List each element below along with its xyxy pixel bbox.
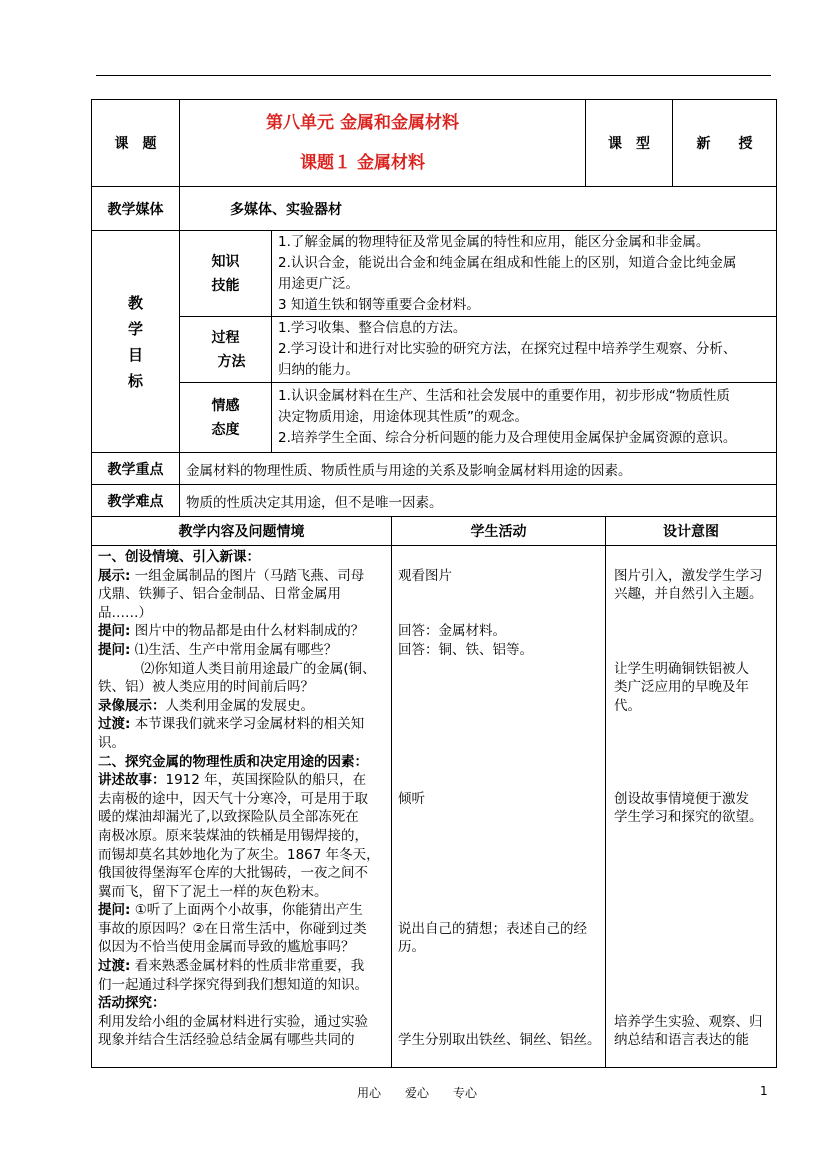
activity-cell [392,546,606,1068]
intent-line: 纳总结和语言表达的能 [614,1032,749,1049]
content-line: 展示: 一组金属制品的图片（马踏飞燕、司母 [98,567,365,584]
content-line: 事故的原因吗？②在日常生活中，你碰到过类 [98,920,367,937]
content-line: 过渡: 看来熟悉金属材料的性质非常重要，我 [98,958,365,975]
content-line: 利用发给小组的金属材料进行实验，通过实验 [98,1013,368,1030]
objective-label-knowledge: 知识 技能 [180,231,272,317]
content-line: 暖的煤油却漏光了,以致探险队员全部冻死在 [98,809,359,826]
intent-lines [614,548,776,1050]
column-header-intent: 设计意图 [606,517,777,546]
objectives-label: 教 学 目 标 [92,231,180,453]
content-lines [98,548,391,1050]
objective-text-attitude: 1.认识金属材料在生产、生活和社会发展中的重要作用，初步形成“物质性质 决定物质用途，用途体现其性质”的观念。 2.培养学生全面、综合分析问题的能力及合理使用金属保护金属资源的意识。 [272,383,777,453]
intent-line: 让学生明确铜铁铝被人 [614,660,749,677]
content-line: 现象并结合生活经验总结金属有哪些共同的 [98,1032,355,1049]
content-line: 一、创设情境、引入新课： [98,549,260,565]
intent-line: 创设故事情境便于激发 [614,790,749,807]
content-line: 品……） [98,604,152,621]
content-line: 录像展示：人类利用金属的发展史。 [98,697,314,714]
difficulty-label: 教学难点 [92,485,180,517]
content-cell [92,546,392,1068]
intent-line: 培养学生实验、观察、归 [614,1013,763,1030]
activity-line: 回答：金属材料。 [398,623,506,640]
course-label: 课 题 [92,100,180,187]
activity-line: 说出自己的猜想；表述自己的经 [398,920,587,937]
activity-line: 观看图片 [398,567,452,584]
content-line: 戊鼎、铁狮子、铝合金制品、日常金属用 [98,586,341,603]
content-line: 似因为不恰当使用金属而导致的尴尬事吗？ [98,939,355,956]
lesson-table [91,99,777,231]
content-line: 提问: 图片中的物品都是由什么材料制成的？ [98,623,365,640]
content-line: 去南极的途中，因天气十分寒冷，可是用于取 [98,790,368,807]
content-line: ⑵你知道人类目前用途最广的金属(铜、 [98,660,376,677]
activity-line: 学生分别取出铁丝、铜丝、铝丝。 [398,1032,601,1049]
content-line: 南极冰原。原来装煤油的铁桶是用锡焊接的， [98,827,368,844]
activity-lines [398,548,605,1050]
objectives-table [91,230,777,453]
content-line: 二、探究金属的物理性质和决定用途的因素： [98,753,368,770]
page-number: 1 [760,1084,768,1098]
course-title-cell [180,100,586,187]
type-value: 新 授 [673,100,777,187]
intent-line: 类广泛应用的早晚及年 [614,679,749,696]
intent-line: 代。 [614,697,641,714]
content-line: 铁、铝）被人类应用的时间前后吗？ [98,679,314,696]
difficulty-value: 物质的性质决定其用途，但不是唯一因素。 [180,485,777,517]
activity-line: 历。 [398,939,425,956]
content-line: 活动探究： [98,995,166,1012]
objective-label-attitude: 情感 态度 [180,383,272,453]
header-rule [96,75,771,76]
column-header-content: 教学内容及问题情境 [92,517,392,546]
intent-line: 学生学习和探究的欲望。 [614,809,763,826]
process-table [91,516,777,1068]
content-line: 提问: ⑴生活、生产中常用金属有哪些？ [98,641,338,658]
unit-title: 第八单元 金属和金属材料 [266,113,459,133]
content-line: 而锡却莫名其妙地化为了灰尘。1867 年冬天， [98,846,380,863]
content-line: 提问: ①听了上面两个小故事，你能猜出产生 [98,902,363,919]
content-line: 过渡: 本节课我们就来学习金属材料的相关知 [98,716,365,733]
column-header-activity: 学生活动 [392,517,606,546]
media-value: 多媒体、实验器材 [180,187,777,231]
content-line: 识。 [98,734,125,751]
intent-line: 兴趣，并自然引入主题。 [614,586,763,603]
key-point-value: 金属材料的物理性质、物质性质与用途的关系及影响金属材料用途的因素。 [180,453,777,485]
media-label: 教学媒体 [92,187,180,231]
footer-motto: 用心 爱心 专心 [357,1086,478,1100]
key-table [91,452,777,517]
content-line: 讲述故事：1912 年，英国探险队的船只，在 [98,772,367,789]
intent-line: 图片引入，激发学生学习 [614,567,763,584]
intent-cell [606,546,777,1068]
activity-line: 倾听 [398,790,425,807]
lesson-title: 课题１ 金属材料 [300,153,425,173]
objective-label-process: 过程 方法 [180,317,272,383]
activity-line: 回答：铜、铁、铝等。 [398,641,533,658]
content-line: 们一起通过科学探究得到我们想知道的知识。 [98,976,368,993]
objective-text-knowledge: 1.了解金属的物理特征及常见金属的特性和应用，能区分金属和非金属。 2.认识合金，能说出合金和纯金属在组成和性能上的区别，知道合金比纯金属 用途更广泛。 3 知道生铁和钢等重要合金材料。 [272,231,777,317]
objective-text-process: 1.学习收集、整合信息的方法。 2.学习设计和进行对比实验的研究方法，在探究过程中培养学生观察、分析、 归纳的能力。 [272,317,777,383]
type-label: 课 型 [586,100,673,187]
content-line: 俄国彼得堡海军仓库的大批锡砖，一夜之间不 [98,865,368,882]
content-line: 翼而飞，留下了泥土一样的灰色粉末。 [98,883,328,900]
key-point-label: 教学重点 [92,453,180,485]
